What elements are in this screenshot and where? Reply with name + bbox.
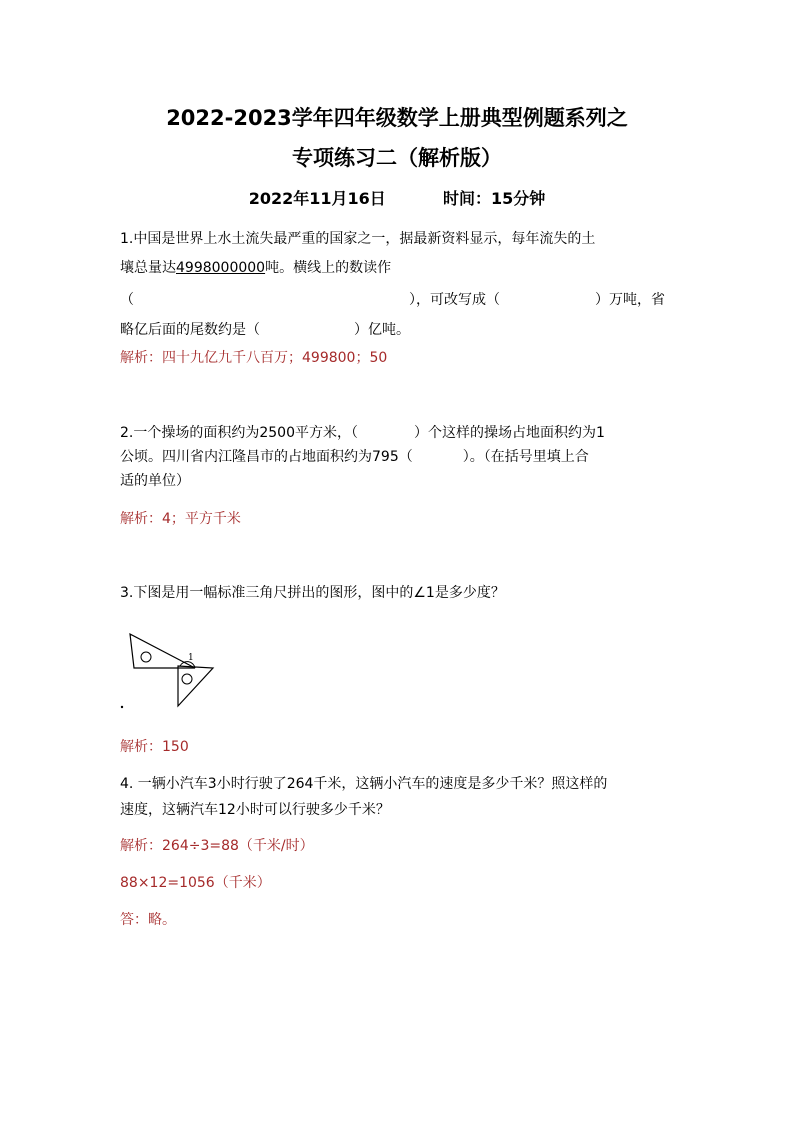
q4-answer-2: 88×12=1056（千米） [120,875,271,891]
triangle-rulers-figure [118,626,228,716]
q1-line-4 [120,319,680,341]
time-limit: 时间：15分钟 [442,189,546,208]
q1-line-1: 1.中国是世界上水土流失最严重的国家之一，据最新资料显示，每年流失的土 [120,231,596,247]
date-time-line [0,187,794,211]
q1-text-d: ）亿吨。 [354,322,410,338]
q2-answer: 解析：4；平方千米 [120,511,241,527]
title-line-2: 专项练习二（解析版） [292,146,502,170]
q1-text-c: 略亿后面的尾数约是（ [120,322,260,338]
q2-line-1 [120,422,680,444]
q1-line3-end: ）万吨，省 [595,292,665,308]
date: 2022年11月16日 [248,189,386,208]
q3-line-1: 3.下图是用一幅标准三角尺拼出的图形，图中的∠1是多少度？ [120,585,505,601]
q4-line-1: 4. 一辆小汽车3小时行驶了264千米，这辆小汽车的速度是多少千米？照这样的 [120,776,608,792]
q1-blank-open: （ [120,292,134,308]
q2-text-a: 2.一个操场的面积约为2500平方米，（ [120,425,358,441]
title-line-1: 2022-2023学年四年级数学上册典型例题系列之 [166,106,628,130]
q1-answer: 解析：四十九亿九千八百万；499800；50 [120,350,388,366]
q2-text-c: 公顷。四川省内江隆昌市的占地面积约为795（ [120,449,413,465]
q4-line-2: 速度，这辆汽车12小时可以行驶多少千米？ [120,802,390,818]
q1-underlined-number: 4998000000 [176,260,266,276]
q1-text-a: 壤总量达 [120,260,176,276]
q2-text-b: ）个这样的操场占地面积约为1 [414,425,605,441]
q4-answer-3: 答：略。 [120,912,176,928]
q2-line-2 [120,446,680,468]
q2-text-d: ）。（在括号里填上合 [462,449,589,465]
q1-text-b: 吨。横线上的数读作 [265,260,392,276]
q1-blank-close: ），可改写成（ [409,292,500,308]
q1-line-3 [120,289,680,311]
q1-line-2 [120,257,680,279]
q3-answer: 解析：150 [120,739,189,755]
q2-line-3: 适的单位） [120,473,190,489]
angle-label: 1 [188,653,194,663]
q4-answer-1: 解析：264÷3=88（千米/时） [120,838,314,854]
